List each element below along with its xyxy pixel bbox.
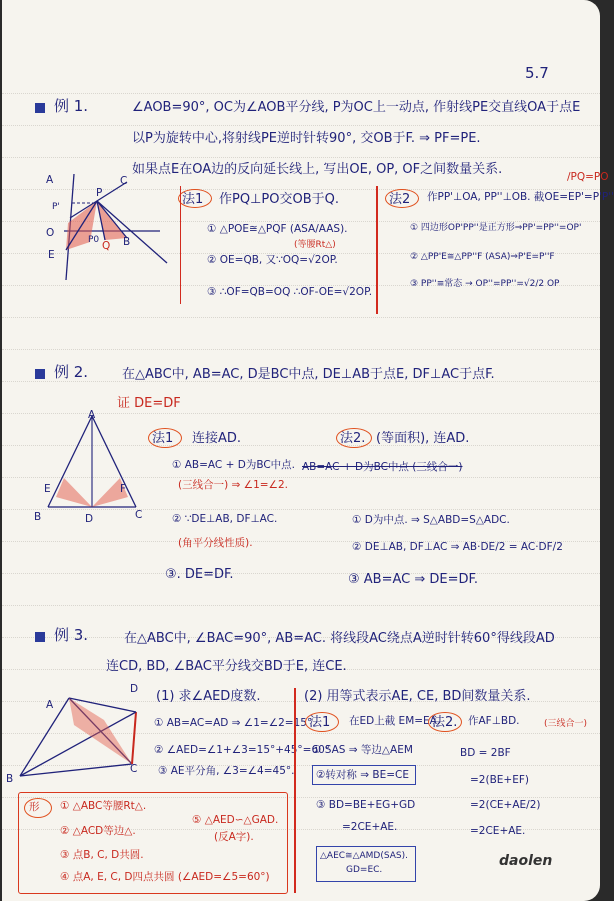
ex3-q2-m1-step1: ① SAS ⇒ 等边△AEM	[312, 744, 413, 756]
ex2-pt-B: B	[34, 511, 42, 523]
ex3-q2-m1-tag: 法1	[309, 715, 331, 730]
ex1-statement-line2: 以P为旋转中心,将射线PE逆时针转90°, 交OB于F. ⇒ PF=PE.	[132, 131, 481, 146]
column-divider	[376, 186, 378, 314]
ex1-m1-step3: ③ ∴OF=QB=OQ ∴OF-OE=√2OP.	[207, 286, 373, 298]
ex3-statement-line1: 在△ABC中, ∠BAC=90°, AB=AC. 将线段AC绕点A逆时针转60°得线段AD	[124, 631, 555, 646]
example-3-label: 例 3.	[54, 626, 89, 644]
ex1-pt-B: B	[123, 236, 131, 248]
bullet-icon	[35, 369, 45, 379]
ex2-m1-step1: ① AB=AC + D为BC中点.	[172, 459, 296, 471]
ex1-m1-tag: 法1	[182, 192, 204, 207]
ex3-q2-m2-step3: =2(CE+AE/2)	[470, 799, 541, 811]
ex3-q2-m2-step4: =2CE+AE.	[470, 825, 526, 837]
ex3-q1-step1: ① AB=AC=AD ⇒ ∠1=∠2=15°.	[154, 717, 316, 729]
ex2-m2-step1: ① D为中点. ⇒ S△ABD=S△ADC.	[352, 514, 510, 526]
ex1-m1-step2: ② OE=QB, 又∵OQ=√2OP.	[207, 254, 338, 266]
ex2-m2-tag: 法2.	[340, 431, 366, 446]
ex1-statement-line1: ∠AOB=90°, OC为∠AOB平分线, P为OC上一动点, 作射线PE交直线OA于点E	[132, 100, 581, 115]
ex1-pt-O: O	[46, 227, 55, 239]
ex1-figure	[42, 168, 182, 298]
ex2-m1-note2: (角平分线性质).	[178, 537, 253, 549]
ex1-m1-step1: ① △POE≅△PQF (ASA/AAS).	[207, 223, 348, 235]
ex2-m1-step2: ② ∵DE⊥AB, DF⊥AC.	[172, 513, 278, 525]
ex2-m1-step3: ③. DE=DF.	[165, 567, 234, 582]
ex2-m1-tag: 法1	[152, 431, 174, 446]
example-2-label: 例 2.	[54, 363, 89, 381]
ex3-pt-D: D	[130, 683, 139, 695]
ex3-q2-m1-step3: ③ BD=BE+EG+GD	[316, 799, 416, 811]
ex2-m2-head: (等面积), 连AD.	[376, 431, 470, 446]
column-divider	[294, 688, 296, 893]
ex2-m1-head: 连接AD.	[192, 431, 242, 446]
ex2-pt-D: D	[85, 513, 94, 525]
summary-item4: ④ 点A, E, C, D四点共圆 (∠AED=∠5=60°)	[60, 871, 270, 883]
notebook-page	[2, 0, 614, 901]
ex1-pt-Q: Q	[102, 240, 111, 252]
ex1-m2-step2: ② △PP'E≅△PP''F (ASA)⇒P'E=P''F	[410, 252, 555, 262]
summary-item5: ⑤ △AED∽△GAD.	[192, 814, 279, 826]
ex3-pt-B: B	[6, 773, 14, 785]
ex2-figure	[42, 409, 142, 522]
ex3-q2-m2-note: (三线合一)	[544, 719, 588, 729]
ex3-q2-m1-step2: ②转对称 ⇒ BE=CE	[316, 769, 409, 781]
ex2-m2-step2: ② DE⊥AB, DF⊥AC ⇒ AB·DE/2 = AC·DF/2	[352, 541, 563, 553]
ex1-pt-P2: P'	[52, 202, 60, 212]
ex1-statement-line3: 如果点E在OA边的反向延长线上, 写出OE, OP, OF之间数量关系.	[132, 162, 503, 177]
ex1-pt-E: E	[48, 249, 55, 261]
ex1-side-note: /PQ=PO	[567, 171, 609, 183]
ex2-statement: 在△ABC中, AB=AC, D是BC中点, DE⊥AB于点E, DF⊥AC于点F.	[122, 367, 495, 382]
example-1-label: 例 1.	[54, 97, 89, 115]
ex1-pt-A: A	[46, 174, 54, 186]
ex3-q1-step3: ③ AE平分角, ∠3=∠4=45°.	[158, 765, 295, 777]
ex3-q1: (1) 求∠AED度数.	[156, 689, 261, 704]
ex1-pt-C: C	[120, 175, 128, 187]
ex3-q2-m1-step6: GD=EC.	[346, 865, 383, 875]
summary-item3: ③ 点B, C, D共圆.	[60, 849, 144, 861]
ex2-m2-struck: AB=AC + D为BC中点 (三线合一)	[302, 461, 463, 473]
ex2-pt-A: A	[88, 409, 96, 421]
ex1-pt-P: P	[96, 187, 103, 199]
ex1-m1-head: 作PQ⊥PO交OB于Q.	[219, 192, 339, 207]
ex2-m1-note1: (三线合一) ⇒ ∠1=∠2.	[178, 479, 288, 491]
brand-logo: daolen	[499, 853, 553, 869]
ex2-m2-step3: ③ AB=AC ⇒ DE=DF.	[348, 572, 479, 587]
ex1-m2-step3: ③ PP''≡常态 → OP''=PP''=√2/2 OP	[410, 279, 560, 289]
ex2-pt-C: C	[135, 509, 143, 521]
ex3-statement-line2: 连CD, BD, ∠BAC平分线交BD于E, 连CE.	[106, 659, 347, 674]
ex1-m2-head: 作PP'⊥OA, PP''⊥OB. 截OE=EP'=P'P''	[427, 191, 614, 203]
ex3-q2-m1-head: 在ED上截 EM=EA.	[349, 715, 441, 727]
ex3-q2-m1-step4: =2CE+AE.	[342, 821, 398, 833]
ex2-pt-F: F	[120, 483, 127, 495]
ex3-q2-m2-tag: 法2.	[432, 715, 458, 730]
ex3-q2-m1-step5: △AEC≅△AMD(SAS).	[320, 851, 408, 861]
ex3-pt-C: C	[130, 763, 138, 775]
ex3-q2-m2-step1: BD = 2BF	[460, 747, 511, 759]
ex3-q2: (2) 用等式表示AE, CE, BD间数量关系.	[304, 689, 531, 704]
ex3-q2-m2-head: 作AF⊥BD.	[468, 715, 520, 727]
ex1-pt-P0: P0	[88, 235, 100, 245]
ex2-pt-E: E	[44, 483, 51, 495]
ex3-q2-m2-step2: =2(BE+EF)	[470, 774, 529, 786]
summary-item1: ① △ABC等腰Rt△.	[60, 800, 147, 812]
summary-item2: ② △ACD等边△.	[60, 825, 136, 837]
bullet-icon	[35, 103, 45, 113]
summary-item5b: (反A字).	[214, 831, 254, 843]
ex3-pt-A: A	[46, 699, 54, 711]
ex2-prove: 证 DE=DF	[117, 396, 181, 411]
page-date: 5.7	[525, 64, 549, 82]
ex3-q1-step2: ② ∠AED=∠1+∠3=15°+45°=60°	[154, 744, 331, 756]
ex1-m1-note: (等腰Rt△)	[294, 240, 336, 250]
summary-tag: 形	[29, 801, 40, 813]
bullet-icon	[35, 632, 45, 642]
ex1-m2-step1: ① 四边形OP'PP''是正方形⇒PP'=PP''=OP'	[410, 223, 582, 233]
ex1-m2-tag: 法2	[389, 192, 411, 207]
